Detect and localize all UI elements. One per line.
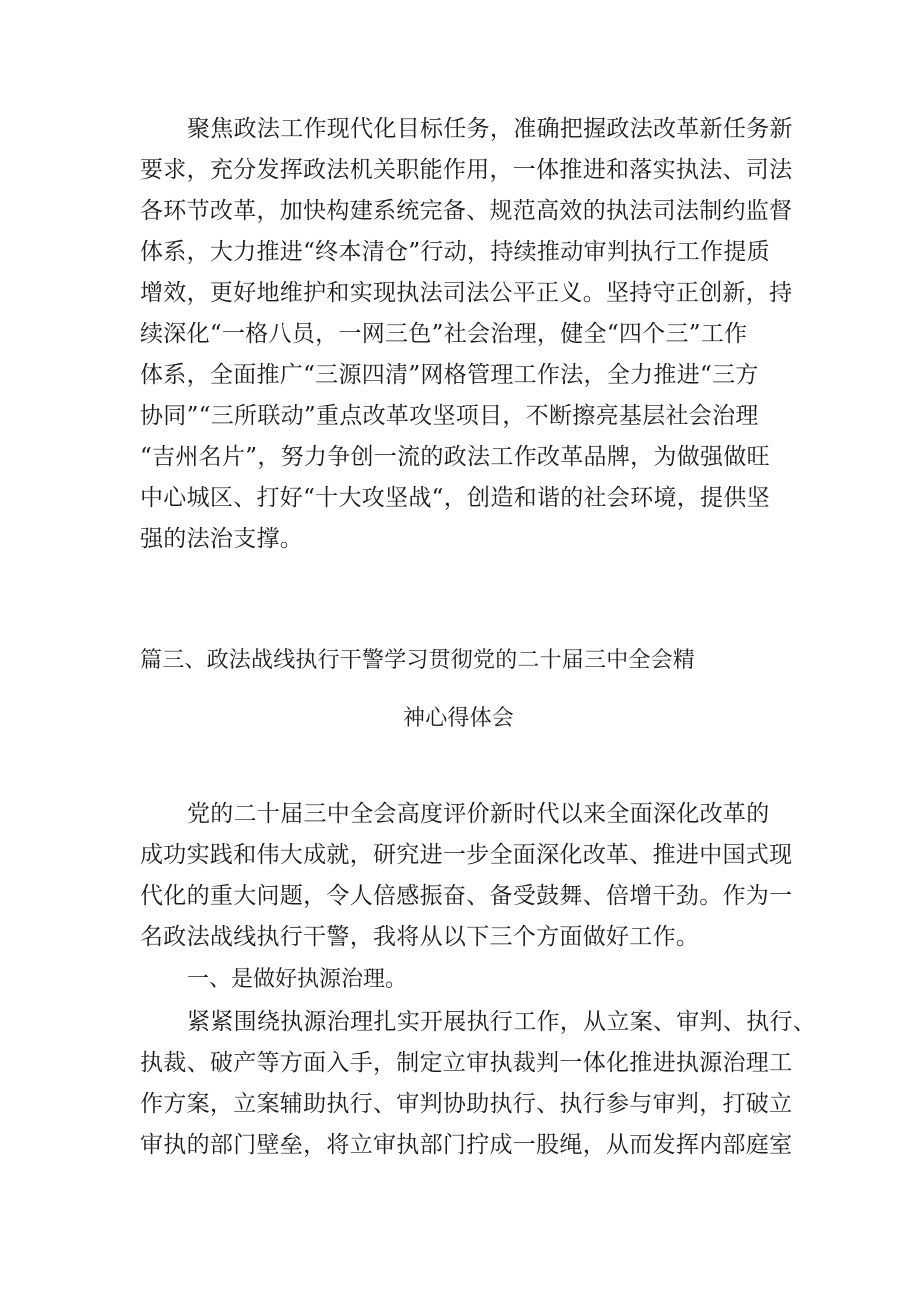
text-line: 聚焦政法工作现代化目标任务，准确把握政法改革新任务新: [187, 116, 793, 142]
text-line: “吉州名片”，努力争创一流的政法工作改革品牌，为做强做旺: [140, 444, 770, 470]
text-line: 紧紧围绕执源治理扎实开展执行工作，从立案、审判、执行、: [187, 1009, 817, 1035]
heading-line-1: 篇三、政法战线执行干警学习贯彻党的二十届三中全会精: [140, 648, 696, 673]
text-line: 体系，大力推进“终本清仓”行动，持续推动审判执行工作提质: [140, 239, 770, 265]
text-line: 增效，更好地维护和实现执法司法公平正义。坚持守正创新，持: [140, 280, 793, 306]
text-line: 协同”“三所联动”重点改革攻坚项目，不断擦亮基层社会治理: [140, 403, 759, 429]
text-line: 执裁、破产等方面入手，制定立审执裁判一体化推进执源治理工: [140, 1050, 793, 1076]
text-line: 强的法治支撑。: [140, 526, 304, 552]
text-line: 成功实践和伟大成就，研究进一步全面深化改革、推进中国式现: [140, 842, 793, 868]
text-line: 作方案，立案辅助执行、审判协助执行、执行参与审判，打破立: [140, 1091, 793, 1117]
text-line: 要求，充分发挥政法机关职能作用，一体推进和落实执法、司法: [140, 157, 793, 183]
text-line: 各环节改革，加快构建系统完备、规范高效的执法司法制约监督: [140, 198, 793, 224]
text-line: 体系，全面推广“三源四清”网格管理工作法，全力推进“三方: [140, 362, 759, 388]
text-line: 续深化“一格八员，一网三色”社会治理，健全“四个三”工作: [140, 321, 748, 347]
text-line: 名政法战线执行干警，我将从以下三个方面做好工作。: [140, 924, 700, 950]
subheading: 一、是做好执源治理。: [187, 967, 408, 992]
text-line: 中心城区、打好“十大攻坚战“，创造和谐的社会环境，提供坚: [140, 485, 770, 511]
text-line: 代化的重大问题，令人倍感振奋、备受鼓舞、倍增干劲。作为一: [140, 883, 793, 909]
text-line: 党的二十届三中全会高度评价新时代以来全面深化改革的: [187, 801, 770, 827]
text-line: 审执的部门壁垒，将立审执部门拧成一股绳，从而发挥内部庭室: [140, 1132, 793, 1158]
heading-line-2: 神心得体会: [403, 706, 515, 731]
